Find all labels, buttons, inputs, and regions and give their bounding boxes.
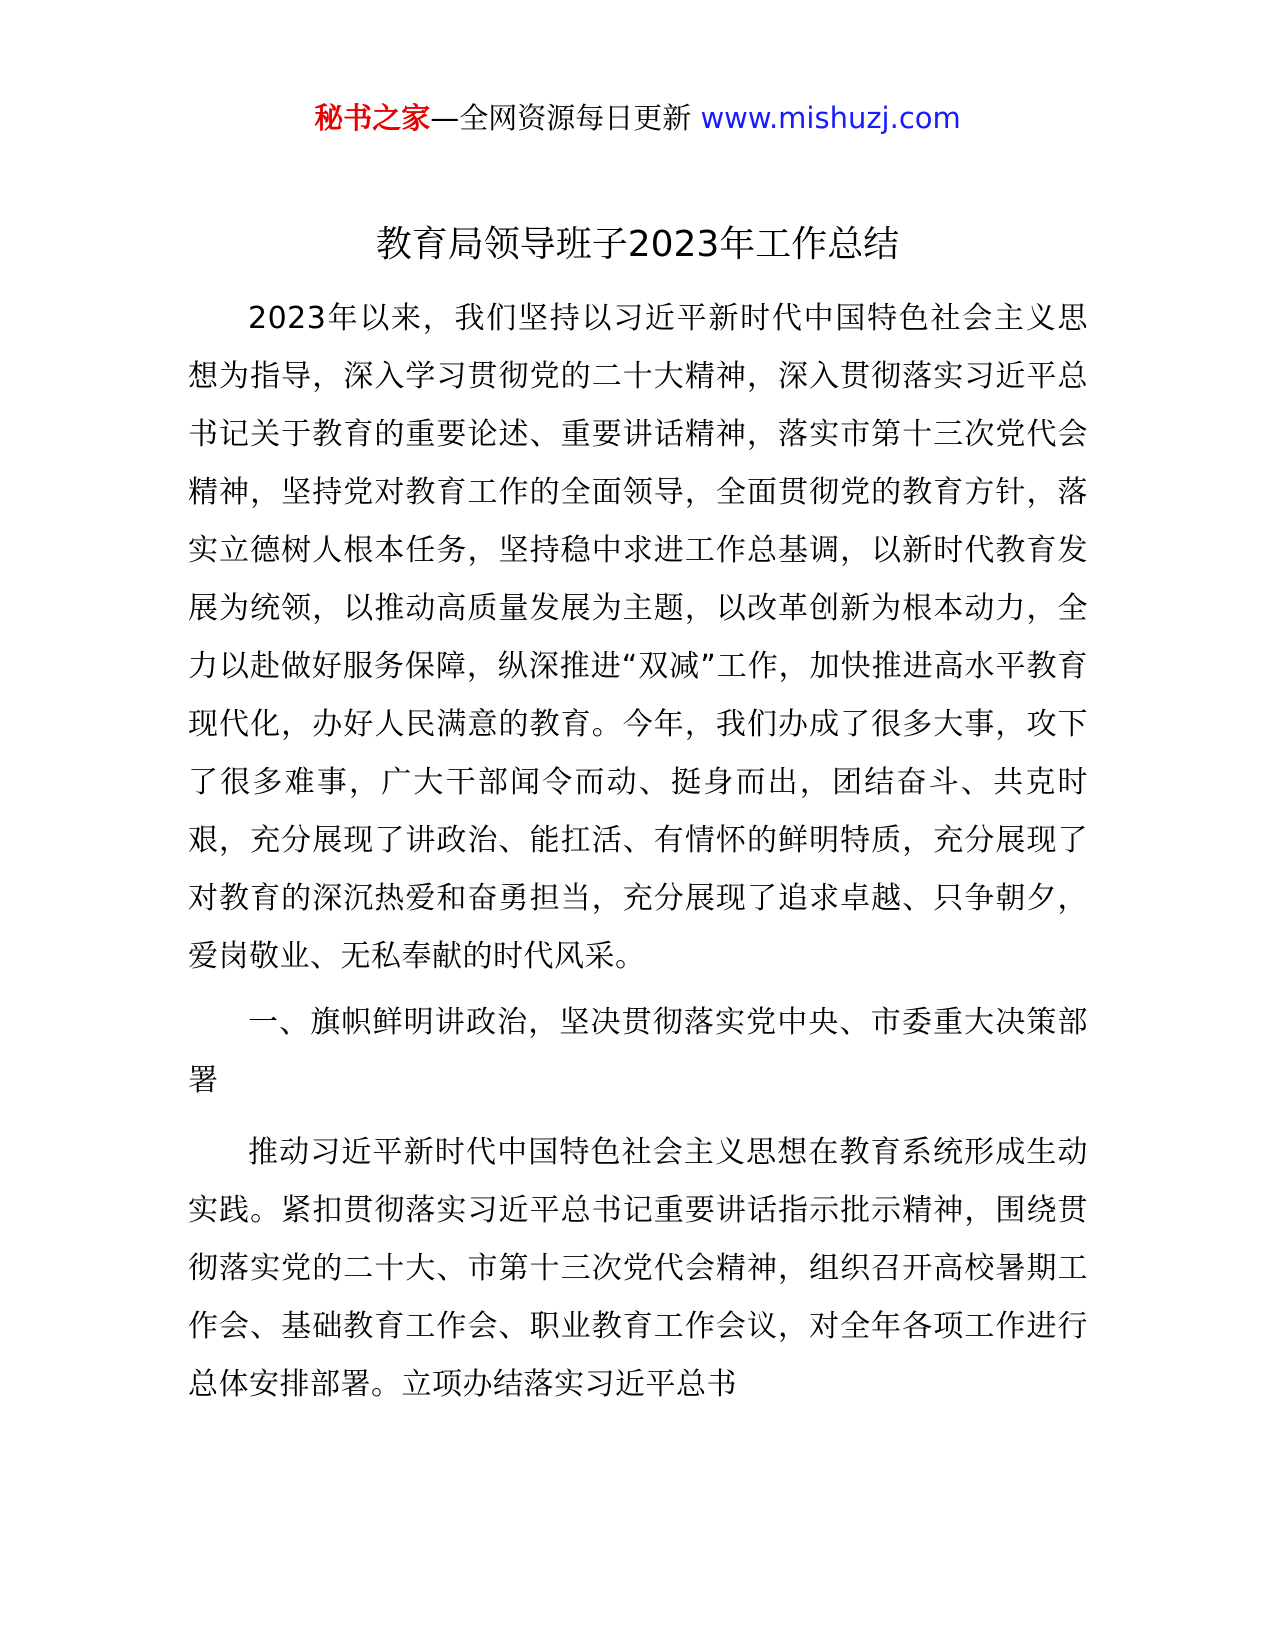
- section-heading-1: 一、旗帜鲜明讲政治，坚决贯彻落实党中央、市委重大决策部署: [188, 1005, 1088, 1098]
- site-slogan: —全网资源每日更新: [430, 101, 692, 135]
- site-header: [0, 96, 1275, 140]
- site-url-link[interactable]: www.mishuzj.com: [700, 101, 961, 135]
- intro-paragraph: 2023年以来，我们坚持以习近平新时代中国特色社会主义思想为指导，深入学习贯彻党的二十大精神，深入贯彻落实习近平总书记关于教育的重要论述、重要讲话精神，落实市第十三次党代会精神，坚持党对教育工作的全面领导，全面贯彻党的教育方针，落实立德树人根本任务，坚持稳中求进工作总基调，以新时代教育发展为统领，以推动高质量发展为主题，以改革创新为根本动力，全力以赴做好服务保障，纵深推进“双减”工作，加快推进高水平教育现代化，办好人民满意的教育。今年，我们办成了很多大事，攻下了很多难事，广大干部闻令而动、挺身而出，团结奋斗、共克时艰，充分展现了讲政治、能扛活、有情怀的鲜明特质，充分展现了对教育的深沉热爱和奋勇担当，充分展现了追求卓越、只争朝夕，爱岗敬业、无私奉献的时代风采。: [188, 301, 1088, 974]
- document-body: [188, 290, 1088, 1422]
- site-brand: 秘书之家: [314, 101, 431, 135]
- document-title: 教育局领导班子2023年工作总结: [375, 224, 900, 265]
- section-1-paragraph: 推动习近平新时代中国特色社会主义思想在教育系统形成生动实践。紧扣贯彻落实习近平总书记重要讲话指示批示精神，围绕贯彻落实党的二十大、市第十三次党代会精神，组织召开高校暑期工作会、基础教育工作会、职业教育工作会议，对全年各项工作进行总体安排部署。立项办结落实习近平总书: [188, 1135, 1088, 1402]
